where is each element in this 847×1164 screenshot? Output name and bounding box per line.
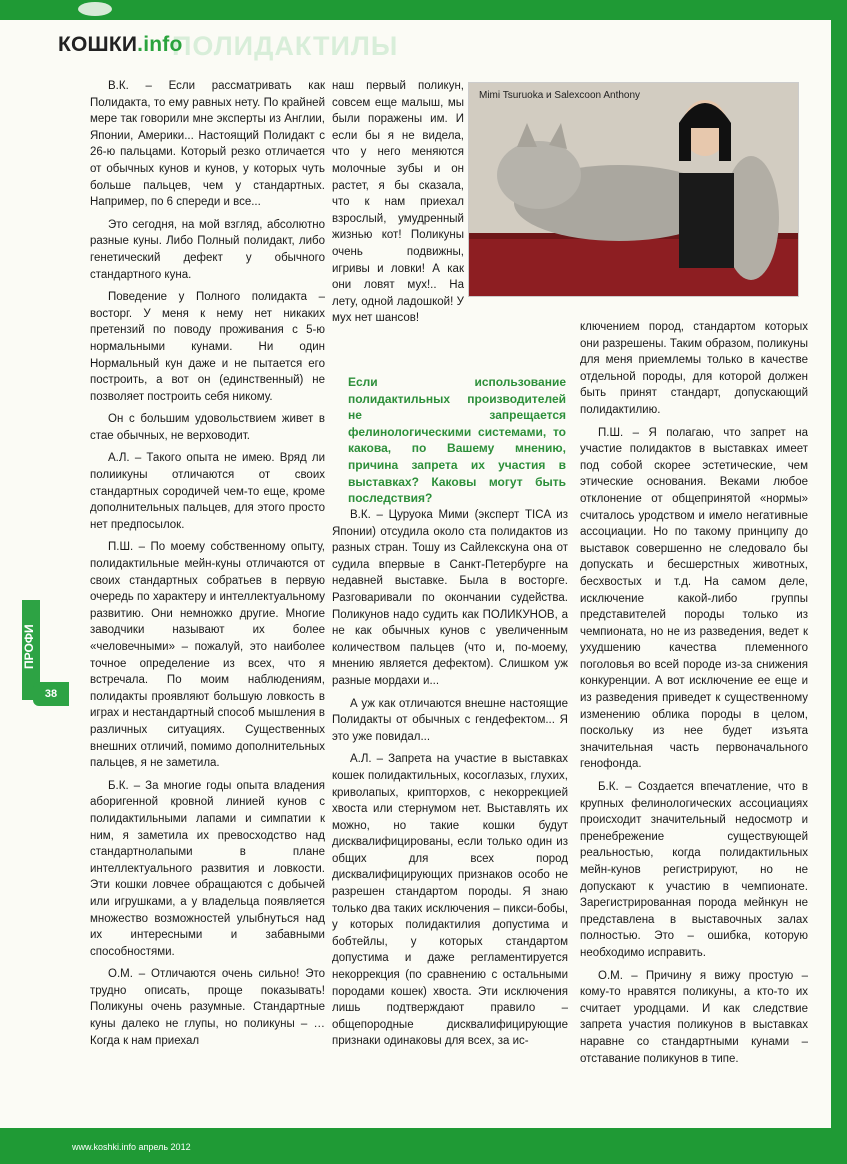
- photo-caption: Mimi Tsuruoka и Salexcoon Anthony: [479, 90, 641, 101]
- paragraph: А.Л. – Запрета на участие в выставках кошек полидактильных, косоглазых, глухих, криволапых, крипторхов, с некоррекцией хвоста или стернумом нет. Выставлять их можно, но такие кошки будут дисквалифицированы, если только один из общих для всех пород дисквалифицирующих признаков особо не разрешен стандартом породы. Я знаю только два таких исключения – пикси-бобы, у которых полидактилия допустима и бобтейлы, у которых стандартом допустима и даже регламентируется некоррекция (по сравнению с остальными породами кошек) хвоста. Эти исключения лишь подтверждают правило – общепородные дисквалифицирующие признаки одинаковы для всех, за ис-: [332, 753, 568, 1048]
- right-color-bar: [831, 0, 847, 1164]
- paragraph: Б.К. – За многие годы опыта владения аборигенной кровной линией кунов с полидактильными лапами и симпатии к ним, я заметила их превосходство над стандартнолапыми в плане интеллектуального развития и ловкости. Эти кошки ловчее обращаются с добычей или игрушками, а у владельца появляется множество возможностей улыбнуться над их интересными и забавными способностями.: [90, 779, 325, 958]
- paragraph: Это сегодня, на мой взгляд, абсолютно разные куны. Либо Полный полидакт, либо генетический дефект у обычного стандартного куна.: [90, 218, 325, 281]
- section-label: ПРОФИ: [22, 624, 36, 670]
- paragraph: О.М. – Отличаются очень сильно! Это трудно описать, проще показывать! Поликуны очень разумные. Стандартные куны далеко не глупы, но поликуны – … Когда к нам приехал: [90, 968, 325, 1047]
- paragraph: А.Л. – Такого опыта не имею. Вряд ли полиикуны отличаются от своих стандартных сородичей чем-то еще, кроме дополнительных пальцев, для этого просто нет предпосылок.: [90, 452, 325, 531]
- magazine-logo: [58, 33, 183, 57]
- interview-question: Если использование полидактильных производителей не запрещается фелинологическими системами, то какова, по Вашему мнению, причина запрета их участия в выставках? Каковы могут быть последствия?: [348, 375, 566, 506]
- paragraph: П.Ш. – Я полагаю, что запрет на участие полидактов в выставках имеет под собой скорее эстетические, чем этические основания. Веками любое отклонение от общепринятой «нормы» считалось уродством и имело негативные ассоциации. Но по такому принципу до выставок совершенно не следовало бы допускать и бесшерстных животных, бесхвостых и т.д. На самом деле, исключение какой-либо группы представителей породы только из чемпионата, но не из разведения, ведет к ухудшению качества племенного поголовья во всей породе из-за снижения конкуренции. А вот исключение ее еще и из разведения приведет к существенному изменению облика породы в целом, поскольку из нее будет изъята значительная часть первоначального генофонда.: [580, 426, 808, 771]
- paragraph: наш первый поликун, совсем еще малыш, мы были поражены им. И если бы я не видела, что у него меняются молочные зубы и он растет, я бы сказала, что к нам приехал взрослый, умудренный жизнью кот! Поликуны очень подвижны, игривы и ловки! А как они ловят мух!.. На лету, одной ладошкой! У мух нет шансов!: [332, 80, 464, 325]
- footer-text: www.koshki.info апрель 2012: [72, 1142, 191, 1152]
- text-column-3: [580, 319, 808, 1073]
- cat-photo-illustration: [469, 83, 798, 296]
- paragraph: ключением пород, стандартом которых они разрешены. Таким образом, поликуны для меня приемлемы только в качестве отдельной породы, для которой должен быть принят стандарт, допускающий полидактилию.: [580, 321, 808, 416]
- top-color-bar: [0, 0, 847, 20]
- cat-photo: [468, 82, 799, 297]
- paragraph: Поведение у Полного полидакта – восторг. У меня к нему нет никаких претензий по поводу проживания с 5-ю нормальными кунами. Ни один Нормальный кун даже и не пытается его построить, а вот он (единственный) не позволяет построить себя никому.: [90, 291, 325, 403]
- paragraph: В.К. – Цуруока Мими (эксперт TICA из Японии) отсудила около ста полидактов из разных стран. Тошу из Сайлекскуна она от судила впервые в Санкт-Петербурге на недавней выставке. Была в восторге. Разговаривали по окончании судейства. Поликунов надо судить как ПОЛИКУНОВ, а не как обычных кунов с увеличенным количеством пальцев (что и, по-моему, мнению является дефектом). Слишком уж разные мордахи и...: [332, 509, 568, 687]
- paragraph: Он с большим удовольствием живет в стае обычных, не верховодит.: [90, 413, 325, 442]
- text-column-2-top: [332, 78, 464, 333]
- paragraph: Б.К. – Создается впечатление, что в крупных фелинологических ассоциациях происходит значительный недосмотр и пренебрежение существующей реальностью, когда полидактильных мейн-кунов регистрируют, но не допускают к участию в чемпионате. Зарегистрированная порода мейнкун не представлена в выставочных залах полностью. Это – ошибка, которую необходимо исправить.: [580, 781, 808, 959]
- paragraph: А уж как отличаются внешне настоящие Полидакты от обычных с гендефектом... Я это уже повидал...: [332, 697, 568, 743]
- logo-suffix: .info: [137, 33, 183, 56]
- text-column-2-bottom: [332, 507, 568, 1056]
- logo-main: КОШКИ: [58, 33, 138, 56]
- paragraph: П.Ш. – По моему собственному опыту, полидактильные мейн-куны отличаются от своих стандартных собратьев в первую очередь по характеру и интеллектуальному развитию. Они немножко другие. Многие заводчики называют их более «человечными» – пожалуй, это наиболее точное определение из всех, что я встречала. По моим наблюдениям, полидакты проявляют большую ловкость в играх и нестандартный способ мышления в различных ситуациях. Существенных внешних отличий, помимо дополнительных пальцев, я не заметила.: [90, 541, 325, 770]
- paragraph: В.К. – Если рассматривать как Полидакта, то ему равных нету. По крайней мере так говорили мне эксперты из Англии, Японии, Америки... Настоящий Полидакт с 26-ю пальцами. Который резко отличается от обычных кунов и кунов, у которых чуть больше пальцев, чем у стандартных. Например, по 6 спереди и все...: [90, 80, 325, 209]
- text-column-1: [90, 78, 325, 1055]
- cat-logo-icon: [78, 2, 112, 16]
- header-ghost-title: ПОЛИДАКТИЛЫ: [172, 31, 399, 61]
- page-number: 38: [33, 682, 69, 706]
- paragraph: О.М. – Причину я вижу простую – кому-то нравятся поликуны, а кто-то их считает уродцами. И как следствие запрета участия поликунов в выставках наравне со стандартными кунами – отставание поликунов в типе.: [580, 969, 808, 1065]
